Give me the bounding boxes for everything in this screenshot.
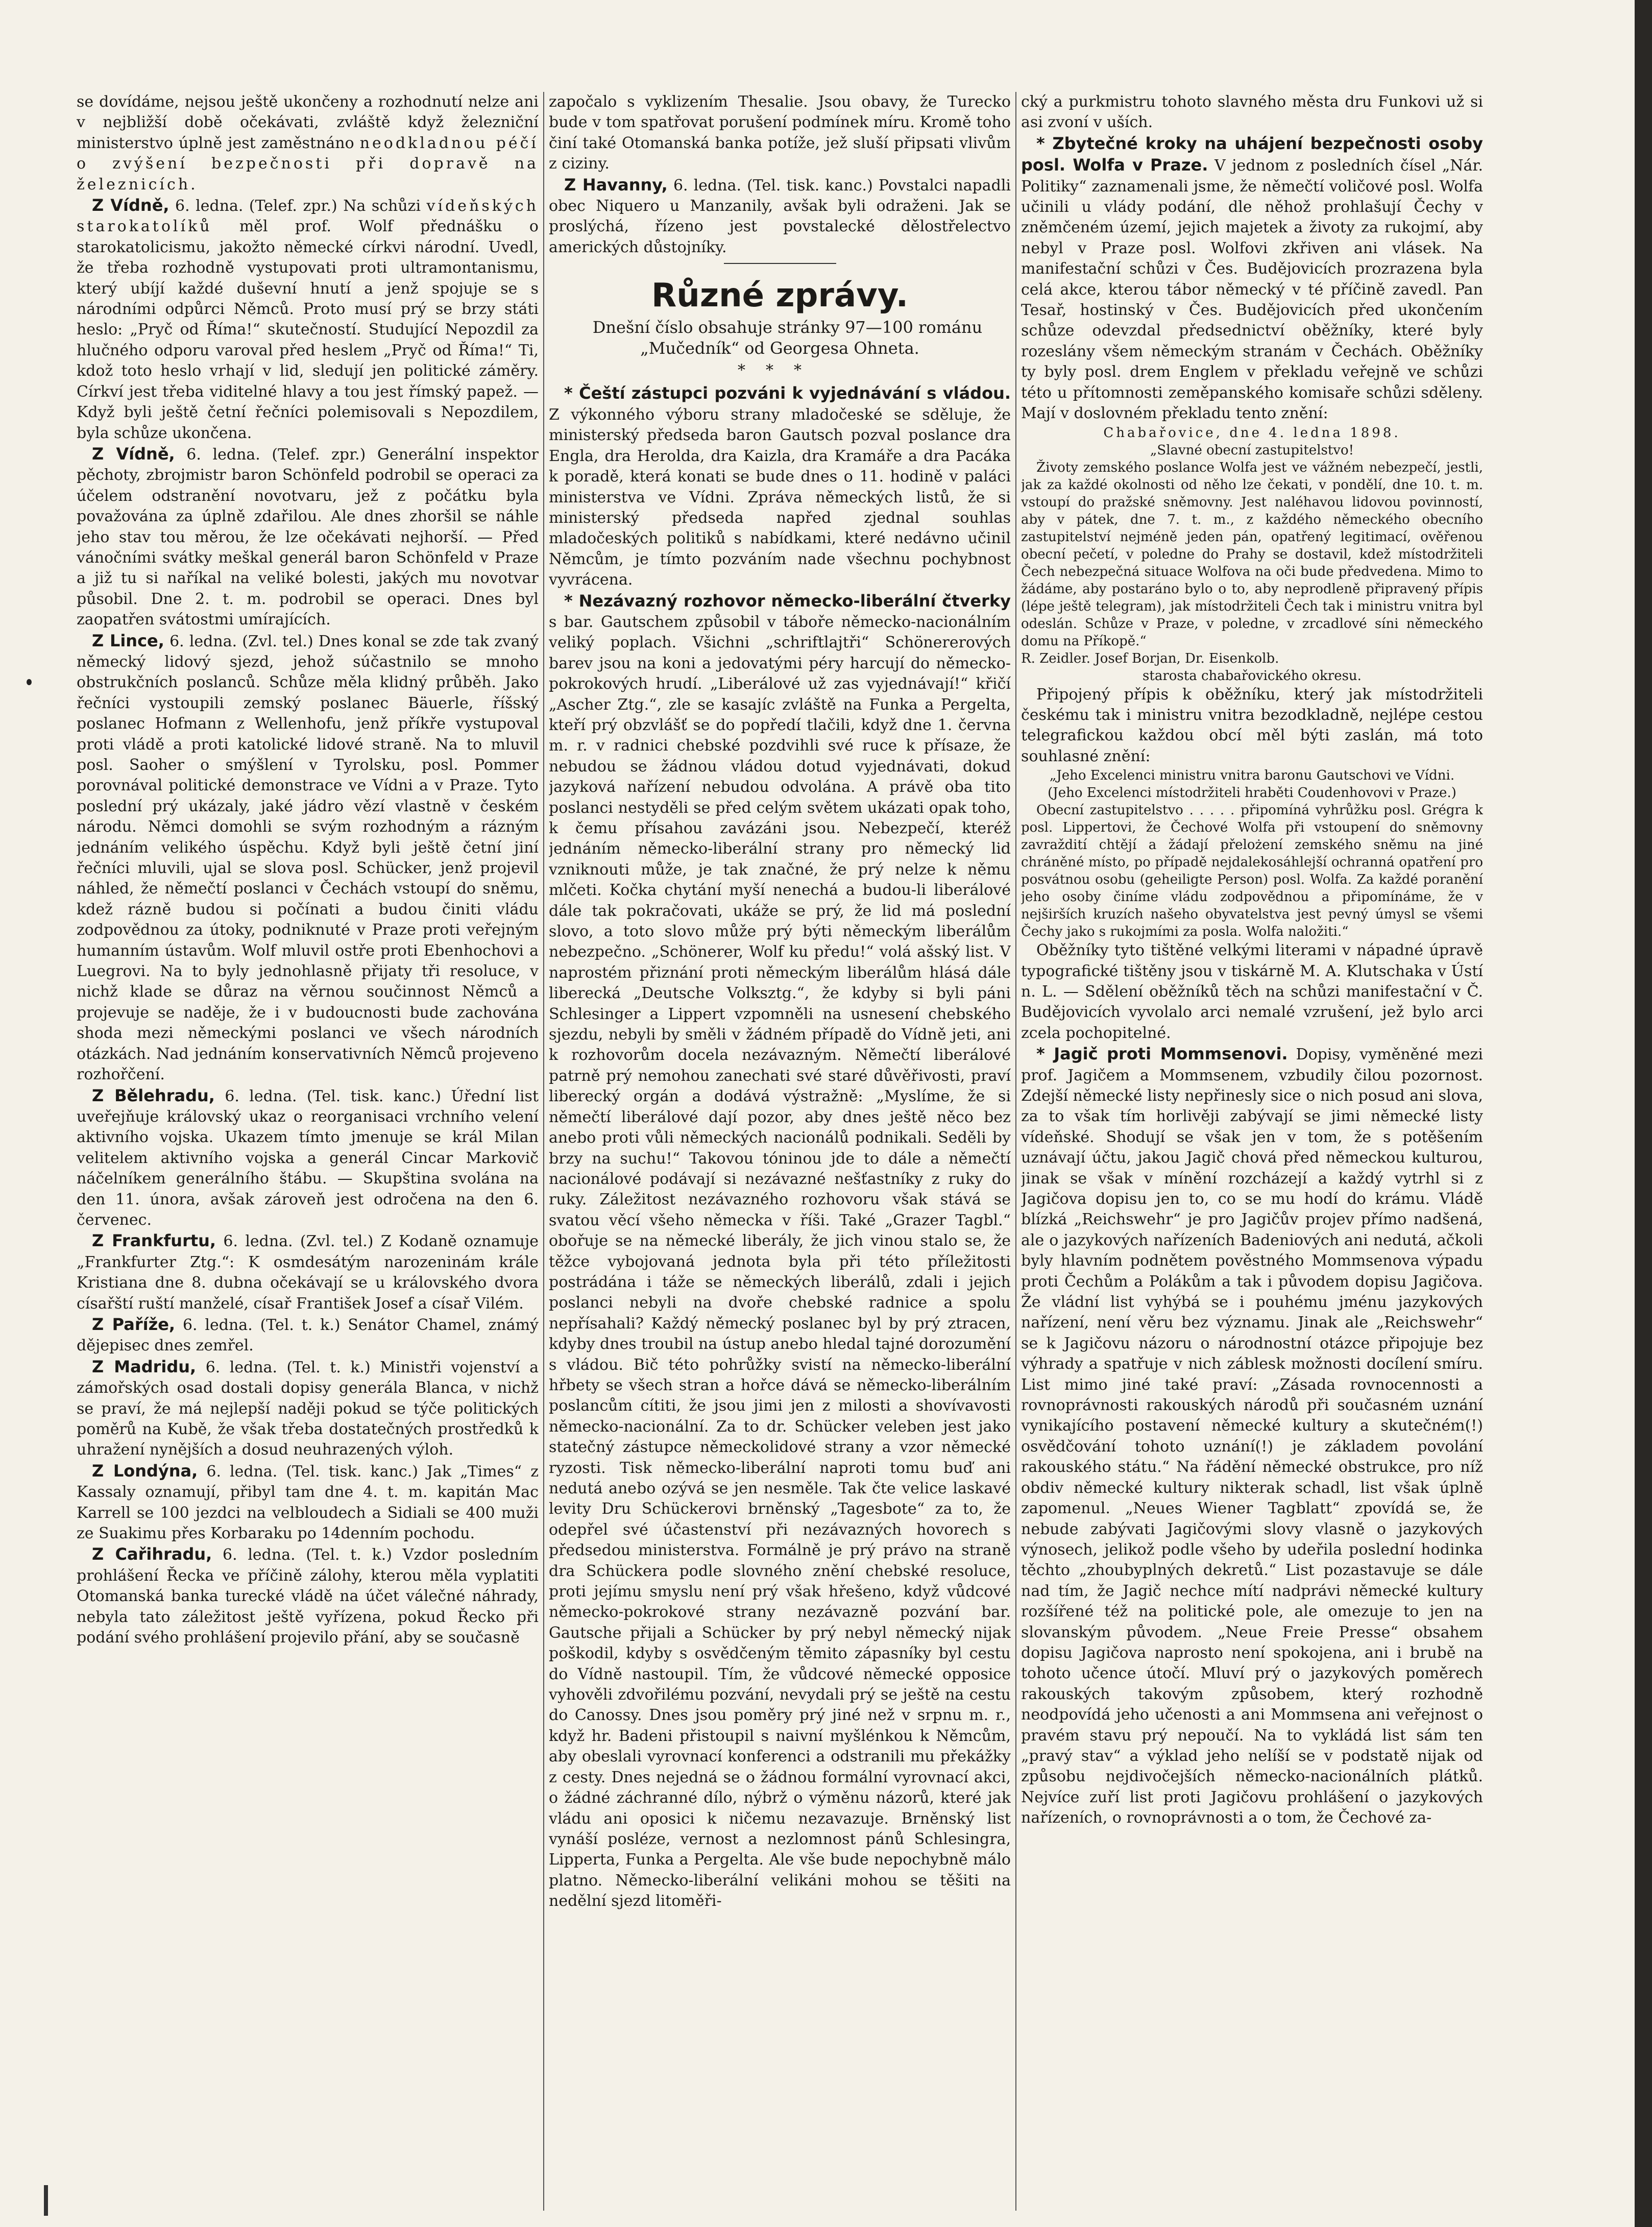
article-paragraph: se dovídáme, nejsou ještě ukončeny a rozhodnutí nelze ani v nejbližší době očekávati, zvláště když železniční ministerstvo úplně jest zaměstnáno neodkladnou péčí o zvýšení bezpečnosti při dopravě na železnicích. [77, 93, 539, 193]
dispatch-belgrade: Z Bělehradu, 6. ledna. (Tel. tisk. kanc.) Úřední list uveřejňuje královský ukaz o reorganisaci vrchního velení aktivního vojska. Ukazem tímto jmenuje se král Milan velitelem aktivního vojska a generál Cincar Markovič náčelníkem generálního štábu. — Skupština svolána na den 11. února, avšak zároveň jest odročena na den 6. červenec. [77, 1085, 539, 1229]
scan-border [1635, 0, 1652, 2227]
dispatch-vienna-1: Z Vídně, 6. ledna. (Telef. zpr.) Na schůzi vídeňských starokatolíků měl prof. Wolf přednášku o starokatolicismu, jakožto německé církvi národní. Uvedl, že třeba rozhodně vystupovati proti ultramontanismu, který ubíjí každé duševní hnutí a jenž spojuje se s národními odpůrci Němců. Proto musí prý se brzy státi heslo: „Pryč od Říma!“ skutečností. Studující Nepozdil za hlučného odporu varoval před heslem „Pryč od Říma!“ Ti, kdož toto heslo vrhají v lid, sledují jen politické záměry. Církví jest třeba viditelné hlavy a tou jest římský papež. — Když byli ještě četní řečníci polemisovali s Nepozdilem, byla schůze ukončena. [77, 196, 539, 442]
column-3 [1021, 92, 1483, 2211]
column-rule [543, 92, 544, 2211]
letter-address-1: „Jeho Excelenci ministru vnitra baronu Gautschovi ve Vídni. [1049, 768, 1455, 784]
article-paragraph: Připojený přípis k oběžníku, který jak místodržiteli českému tak i ministru vnitra bezodkladně, nejlépe cestou telegrafickou každou obcí měl býti zaslán, má toto souhlasné znění: [1021, 685, 1483, 765]
dispatch-paris: Z Paříže, 6. ledna. (Tel. t. k.) Senátor Chamel, známý dějepisec dnes zemřel. [77, 1314, 539, 1355]
dispatch-london: Z Londýna, 6. ledna. (Tel. tisk. kanc.) Jak „Times“ z Kassaly oznamují, přibyl tam dne 4. t. m. kapitán Mac Karrell se 100 jezdci na velbloudech a Sidiali se 400 muži ze Suakimu přes Korbaraku po 14denním pochodu. [77, 1461, 539, 1543]
section-divider [724, 263, 836, 264]
article-wolf-safety: * Zbytečné kroky na uhájení bezpečnosti osoby posl. Wolfa v Praze. V jednom z posledních čísel „Nár. Politiky“ zaznamenali jsme, že němečtí voličové posl. Wolfa učinili u vlády podání, dle něhož prohlašují Čechy v zněmčeném území, jejich majetek a životy za rukojmí, aby nebyl v Praze posl. Wolfovi zkřiven ani vlásek. Na manifestační schůzi v Čes. Budějovicích prozrazena byla celá akce, kterou tábor německý v té příčině zavedl. Pan Tesař, hostinský v Čes. Budějovicích před ukončením schůze odevzdal předsednictví oběžníky, které byly rozeslány všem německým stranám v Čechách. Oběžníky ty byly posl. drem Englem v překladu veřejně ve schůzi této u přítomnosti zeměpanského komisaře schůzi sděleny. Mají v doslovném překladu tento znění: [1021, 133, 1483, 423]
letter-salutation: „Slavné obecní zastupitelstvo! [1150, 442, 1354, 458]
dispatch-vienna-2: Z Vídně, 6. ledna. (Telef. zpr.) Generální inspektor pěchoty, zbrojmistr baron Schönfeld podrobil se operaci za účelem odstranění novotvaru, jež z počátku byla považována za úplně zdařilou. Ale dnes zhoršil se náhle jeho stav tou měrou, že lze očekávati nejhorší. — Před vánočními svátky meškal generál baron Schönfeld v Praze a již tu si naříkal na veliké bolesti, jakých mu novotvar působil. Dne 2. t. m. podrobil se operaci. Dnes byl zaopatřen svátostmi umírajících. [77, 444, 539, 629]
dispatch-havana: Z Havanny, 6. ledna. (Tel. tisk. kanc.) Povstalci napadli obec Niquero u Manzanily, avšak byli odraženi. Jak se proslýchá, řízeno jest povstalecké dělostřelectvo amerických důstojníky. [549, 175, 1011, 256]
article-czech-delegates: * Čeští zástupci pozváni k vyjednávání s vládou. Z výkonného výboru strany mladočeské se sděluje, že ministerský předseda baron Gautsch pozval poslance dra Engla, dra Herolda, dra Kaizla, dra Kramáře a dra Pacáka k poradě, která konati se bude dnes o 11. hodině v paláci ministerstva ve Vídni. Zpráva německých listů, že si ministerský předseda napřed zjednal souhlas mladočeských politiků s nabídkami, které nedávno učinil Němcům, je tímto pozváním nade všechnu pochybnost vyvrácena. [549, 383, 1011, 589]
letter-signature-title: starosta chabařovického okresu. [1143, 668, 1362, 684]
dispatch-madrid: Z Madridu, 6. ledna. (Tel. t. k.) Ministři vojenství a zámořských osad dostali dopisy generála Blanca, v nichž se praví, že má nejlepší naději pokud se týče politických poměrů na Kubě, že však třeba dostatečných prostředků k uhražení nynějších a dosud neuhrazených výloh. [77, 1357, 539, 1459]
column-2 [549, 92, 1011, 2211]
letter-signatures: R. Zeidler. Josef Borjan, Dr. Eisenkolb. [1021, 650, 1279, 666]
supplement-notice: Dnešní číslo obsahuje stránky 97—100 románu „Mučedník“ od Georgesa Ohneta. [592, 318, 983, 358]
dispatch-frankfurt: Z Frankfurtu, 6. ledna. (Zvl. tel.) Z Kodaně oznamuje „Frankfurter Ztg.“: K osmdesátým narozeninám krále Kristiana dne 8. dubna očekávají se u královského dvora císařští ruští manželé, císař František Josef a císař Vilém. [77, 1231, 539, 1313]
dispatch-constantinople: Z Cařihradu, 6. ledna. (Tel. t. k.) Vzdor posledním prohlášení Řecka ve příčině zálohy, kterou měla vyplatiti Otomanská banka turecké vládě na účet válečné náhrady, nebyla tato záležitost ještě vyřízena, pokud Řecko při podání svého prohlášení projevilo přání, aby se současně [77, 1544, 539, 1647]
column-1 [77, 92, 539, 2211]
letter-dateline: Chabařovice, dne 4. ledna 1898. [1103, 425, 1401, 441]
section-title: Různé zprávy. [651, 277, 909, 315]
article-paragraph: započalo s vyklizením Thesalie. Jsou obavy, že Turecko bude v tom spatřovat porušení podmínek míru. Kromě toho činí také Otomanská banka potíže, jež sluší připsati vlivům z ciziny. [549, 93, 1011, 173]
column-rule [1015, 92, 1016, 2211]
article-jagic-mommsen: * Jagič proti Mommsenovi. Dopisy, vyměněné mezi prof. Jagičem a Mommsenem, vzbudily čilou pozornost. Zdejší německé listy nepřinesly sice o nich posud ani slova, za to však tím horlivěji zabývají se jimi německé listy vídeňské. Shodují se však jen v tom, že s potěšením uznávají účtu, jakou Jagič chová před německou kulturou, jinak se však v mínění rozcházejí a každý vytrhl si z Jagičova dopisu jen to, co se mu hodí do krámu. Vládě blízká „Reichswehr“ je pro Jagičův projev přímo nadšená, ale o jazykových nařízeních Badeniových ani nedutá, ačkoli byly hlavním podnětem pověstného Mommsenova výpadu proti Čechům a Polákům a tak i původem dopisu Jagičova. Že vládní list vyhýbá se i pouhému jménu jazykových nařízení, není věru bez významu. Jinak ale „Reichswehr“ se k Jagičovu názoru o národnostní otázce připojuje bez výhrady a spatřuje v nich záblesk možnosti docílení smíru. List mimo jiné také praví: „Zásada rovnocennosti a rovnoprávnosti rakouských národů při současném uznání vynikajícího postavení německé kultury a skutečném(!) osvědčování tohoto uznání(!) je základem povolání rakouského státu.“ Na řádění německé obstrukce, pro níž obdiv německé kultury nikterak schadl, list však úplně zapomenul. „Neues Wiener Tagblatt“ zpovídá se, že nebude zabývati Jagičovými slovy vlasně o jazykových výnosech, jelikož podle všeho by udeřila poslední hodinka těchto „zhoubyplných dekretů.“ List pozastavuje se dále nad tím, že Jagič nechce mítí nadprávi německé kultury rozšířené též na politické pole, ale omezuje to jen na slovanským původem. „Neue Freie Presse“ obsahem dopisu Jagičova naprosto není spokojena, ani i brubě na tohoto učence útočí. Mluví prý o jazykových poměrech rakouských takovým způsobem, který rozhodně neodpovídá jeho učenosti a ani Mommsena ani veřejnost o pravém stavu prý nepoučí. Na to vykládá list sám ten „pravý stav“ a výklad jeho nelíší se v podstatě nijak od způsobu nejdivočejších německo-nacionálních plátků. Nejvíce zuří list proti Jagičovu prohlášení o jazykových nařízeních, o rovnoprávnosti a o tom, že Čechové za- [1021, 1044, 1483, 1827]
margin-dot [27, 679, 32, 685]
article-paragraph: Oběžníky tyto tištěné velkými literami v nápadné úpravě typografické tištěny jsou v tiskárně M. A. Klutschaka v Ústí n. L. — Sdělení oběžníků těch na schůzi manifestační v Č. Budějovicích vyvolalo arci nemalé vzrušení, jež bylo arci zcela pochopitelné. [1021, 941, 1483, 1042]
newspaper-page [77, 92, 1486, 2211]
letter-petition: Obecní zastupitelstvo . . . . . připomíná vyhrůžku posl. Grégra k posl. Lippertovi, že Čechové Wolfa při vstoupení do sněmovny zavraždití chtějí a žádají přelożení zemského sněmu na jiné chráněné místo, po případě nejdalekosáhlejší ochranná opatření pro posvátnou osobu (geheiligte Person) posl. Wolfa. Za každé poranění jeho osoby činíme vládu zodpovědnou a připomínáme, že v nejširších kruzích našeho obyvatelstva jest pevný úmysl se všemi Čechy jako s rukojmími za posla. Wolfa naložiti.“ [1021, 803, 1483, 940]
letter-address-2: (Jeho Excelenci místodržiteli hraběti Coudenhovovi v Praze.) [1048, 785, 1456, 801]
dispatch-linz: Z Lince, 6. ledna. (Zvl. tel.) Dnes konal se zde tak zvaný německý lidový sjezd, jehož súčastnilo se mnoho obstrukčních poslanců. Schůze měla klidný průběh. Jako řečníci vystoupili zemský poslanec Bäuerle, říšský poslanec Hofmann z Wellenhofu, jenž příkře vystupoval proti vládě a proti katolické lidové straně. Na to mluvil posl. Saoher o smýšlení v Tyrolsku, posl. Pommer porovnával politické demonstrace ve Vídni a v Praze. Tyto poslední prý ukázaly, jaké jádro vězí vlastně v českém národu. Němci domohli se svým rozhodným a rázným jednáním velikého úspěchu. Když byli ještě četní jiní řečníci mluvili, ujal se slova posl. Schücker, jenž projevil náhled, že němečtí poslanci v Čechách vstoupí do sněmu, kdež rázně budou si počínati a budou činiti vládu zodpovědnou za útoky, podniknuté v Praze proti veřejným humanním ústavům. Wolf mluvil ostře proti Ebenhochovi a Luegrovi. Na to byly jednohlasně přijaty tři resoluce, v nichž klade se důraz na věrnou součinnost Němců a projevuje se naděje, že i v budoucnosti bude zachována shoda mezi německými poslanci ve všech národních otázkách. Nad jednáním konservativních Němců projeveno rozhořčení. [77, 631, 539, 1084]
article-german-liberal-four: * Nezávazný rozhovor německo-liberální čtverky s bar. Gautschem způsobil v táboře německo-nacionálním veliký poplach. Všichni „schriftlajtři“ Schönererových barev jsou na koni a jedovatými péry harcují do německo-pokrokových hrudí. „Liberálové už zas vyjednávají!“ křičí „Ascher Ztg.“, zle se kasajíc zvláště na Funka a Pergelta, kteří prý obzvlášť se do popředí tlačili, když dne 1. června m. r. v radnici chebské pozdvihli své ruce k přísaze, že nebudou se žádnou vládou dotud vyjednávati, dokud jazyková nařízení nebudou odvolána. A právě oba tito poslanci nestyděli se před celým světem ukázati opak toho, k čemu přísahou zavázáni jsou. Nebezpečí, kteréž jednáním německo-liberální strany pro německý lid vzniknouti může, je tak značné, že prý nelze k němu mlčeti. Kočka chytání myší nenechá a budou-li liberálové dále tak pokračovati, ukáže se prý, že lid má poslední slovo, a toto slovo může prý býti německým liberálům nebezpečno. „Schönerer, Wolf ku předu!“ volá ašský list. V naprostém přiznání proti německým liberálům hlásá dále liberecká „Deutsche Volksztg.“, že kdyby si byli páni Schlesinger a Lippert vzpomněli na usnesení chebského sjezdu, nebyli by směli v žádném případě do Vídně jeti, ani k rozhovorům docela nezávazným. Němečtí liberálové patrně prý nemohou zanechati své staré důvěřivosti, praví liberecký orgán a dodává výstražně: „Myslíme, že si němečtí liberálové dají pozor, aby dnes ještě něco bez anebo proti vůli německých nacionálů podnikali. Seděli by brzy na suchu!“ Takovou tóninou jde to dále a němečtí nacionálové podávají si nezávazné nešťastníky z ruky do ruky. Záležitost nezávazného rozhovoru však stává se svatou věcí všeho německa v říši. Také „Grazer Tagbl.“ obořuje se na německé liberály, že jich vinou stalo se, že těžce vybojovaná jednota byla při této příležitosti postrádána i táže se německých liberálů, zdali i jejich poslanci nebyli na dvoře chebské radnice a spolu nepřísahali? Každý německý poslanec byl by prý ztracen, kdyby dnes troubil na ústup anebo hledal tajné dorozumění s vládou. Bič této pohrůžky svistí na německo-liberální hřbety se všech stran a hořce dává se německo-liberálním poslancům cítiti, že jsou jimi jen z milosti a shovívavosti německo-nacionální. Za to dr. Schücker veleben jest jako statečný zástupce německolidové strany a vzor německé ryzosti. Tisk německo-liberální naproti tomu buď ani nedutá anebo ozývá se jen nesměle. Tak čte velice laskavé levity Dru Schückerovi brněnský „Tagesbote“ za to, že odepřel své účastenství při nezávazných hovorech s předsedou ministerstva. Formálně je prý právo na straně dra Schückera podle slovného znění chebské resoluce, proti jejímu smyslu není prý však hřešeno, když vůdcové německo-pokrokové strany nezávazně pozvání bar. Gautsche přijali a Schücker by prý nebyl německý nijak poškodil, kdyby s osvědčeným těmito zápasníky byl cestu do Vídně nastoupil. Tím, že vůdcové německé opposice vyhověli zdvořilému pozvání, nevydali prý se ještě na cestu do Canossy. Dnes jsou poměry prý jiné než v srpnu m. r., když hr. Badeni přistoupil s naivní myšlénkou k Němcům, aby obeslali vyrovnací konferenci a odstranili mu překážky z cesty. Dnes nejedná se o žádnou formální vyrovnací akci, o žádné záchranné dílo, nýbrž o výměnu názorů, které jak vládu ani oposici k ničemu nezavazuje. Brněnský list vynáší posléze, vernost a nezlomnost pánů Schlesingra, Lipperta, Funka a Pergelta. Ale vše bude nepochybně málo platno. Německo-liberální velikáni mohou se těšiti na nedělní sjezd litoměři- [549, 591, 1011, 1910]
letter-body: Životy zemského poslance Wolfa jest ve vážném nebezpečí, jestli, jak za každé okolnosti od něho lze čekati, v pondělí, dne 10. t. m. vstoupí do pražské sněmovny. Jest naléhavou lidovou povinností, aby v pátek, dne 7. t. m., z každého německého obecního zastupitelství nejméně jeden pán, opatřený legitimací, ověřenou obecní pečetí, v poledne do Prahy se dostavil, kdež místodržiteli Čech nebezpečná situace Wolfova na oči bude předvedena. Mimo to žádáme, aby postaráno bylo o to, aby neprodleně připravený přípis (lépe ještě telegram), jak místodržiteli Čech tak i ministru vnitra byl odeslán. Schůze v Praze, v poledne, v zrcadlové síni německého domu na Příkopě.“ [1021, 459, 1483, 649]
star-divider: *** [738, 361, 822, 380]
margin-mark [44, 2185, 48, 2216]
article-paragraph: cký a purkmistru tohoto slavného města dru Funkovi už si asi zvoní v uších. [1021, 93, 1483, 132]
